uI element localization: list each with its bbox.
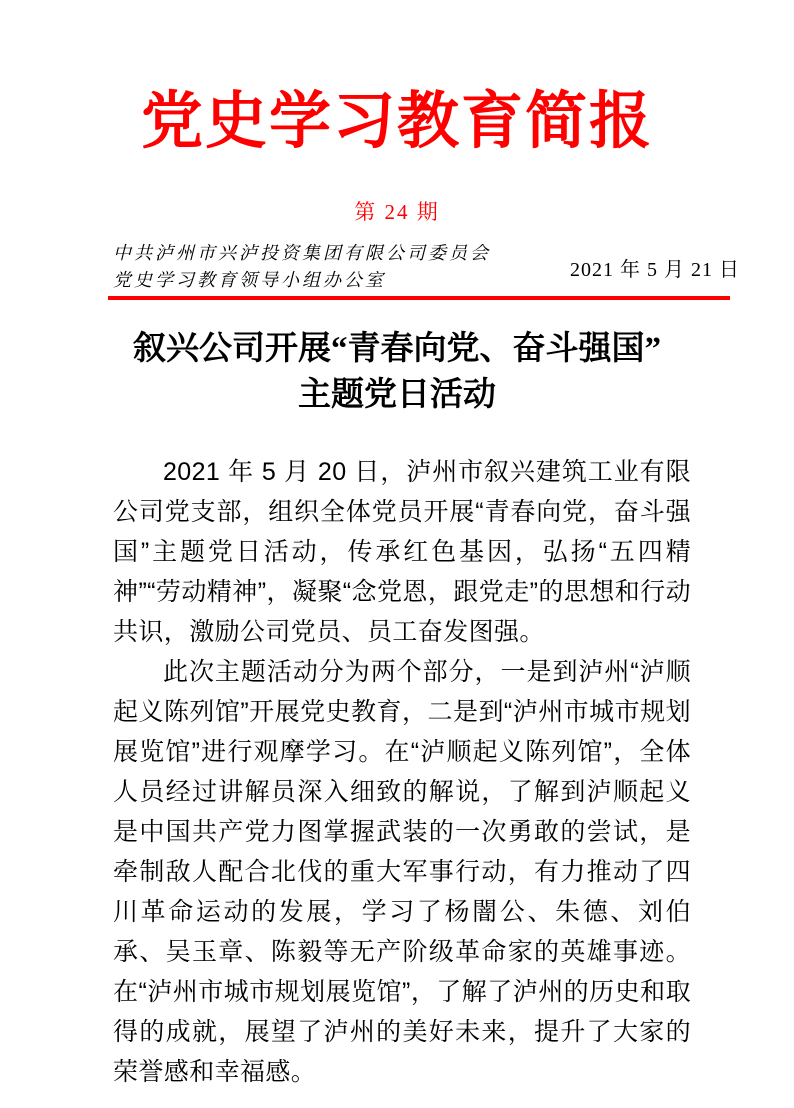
article-title-line-2: 主题党日活动	[298, 377, 496, 413]
org-line-office: 党史学习教育领导小组办公室	[113, 270, 386, 290]
issue-date: 2021 年 5 月 21 日	[570, 258, 740, 281]
masthead	[113, 240, 740, 294]
red-divider-line	[108, 296, 730, 300]
body-paragraph-1: 2021 年 5 月 20 日，泸州市叙兴建筑工业有限公司党支部，组织全体党员开展“青春向党，奋斗强国”主题党日活动，传承红色基因，弘扬“五四精神”“劳动精神”，凝聚“念党恩，跟党走”的思想和行动共识，激励公司党员、员工奋发图强。	[113, 458, 691, 646]
org-line-committee: 中共泸州市兴泸投资集团有限公司委员会	[113, 243, 491, 263]
article-title	[0, 326, 794, 418]
issue-number: 第 24 期	[354, 200, 440, 224]
article-body	[113, 452, 691, 1092]
article-title-line-1: 叙兴公司开展“青春向党、奋斗强国”	[133, 331, 661, 367]
issuing-organization	[113, 240, 491, 294]
bulletin-title: 党史学习教育简报	[140, 88, 653, 156]
body-paragraph-2: 此次主题活动分为两个部分，一是到泸州“泸顺起义陈列馆”开展党史教育，二是到“泸州市城市规划展览馆”进行观摩学习。在“泸顺起义陈列馆”，全体人员经过讲解员深入细致的解说，了解到泸顺起义是中国共产党力图掌握武装的一次勇敢的尝试，是牵制敌人配合北伐的重大军事行动，有力推动了四川革命运动的发展，学习了杨闇公、朱德、刘伯承、吴玉章、陈毅等无产阶级革命家的英雄事迹。在“泸州市城市规划展览馆”，了解了泸州的历史和取得的成就，展望了泸州的美好未来，提升了大家的荣誉感和幸福感。	[113, 658, 691, 1086]
